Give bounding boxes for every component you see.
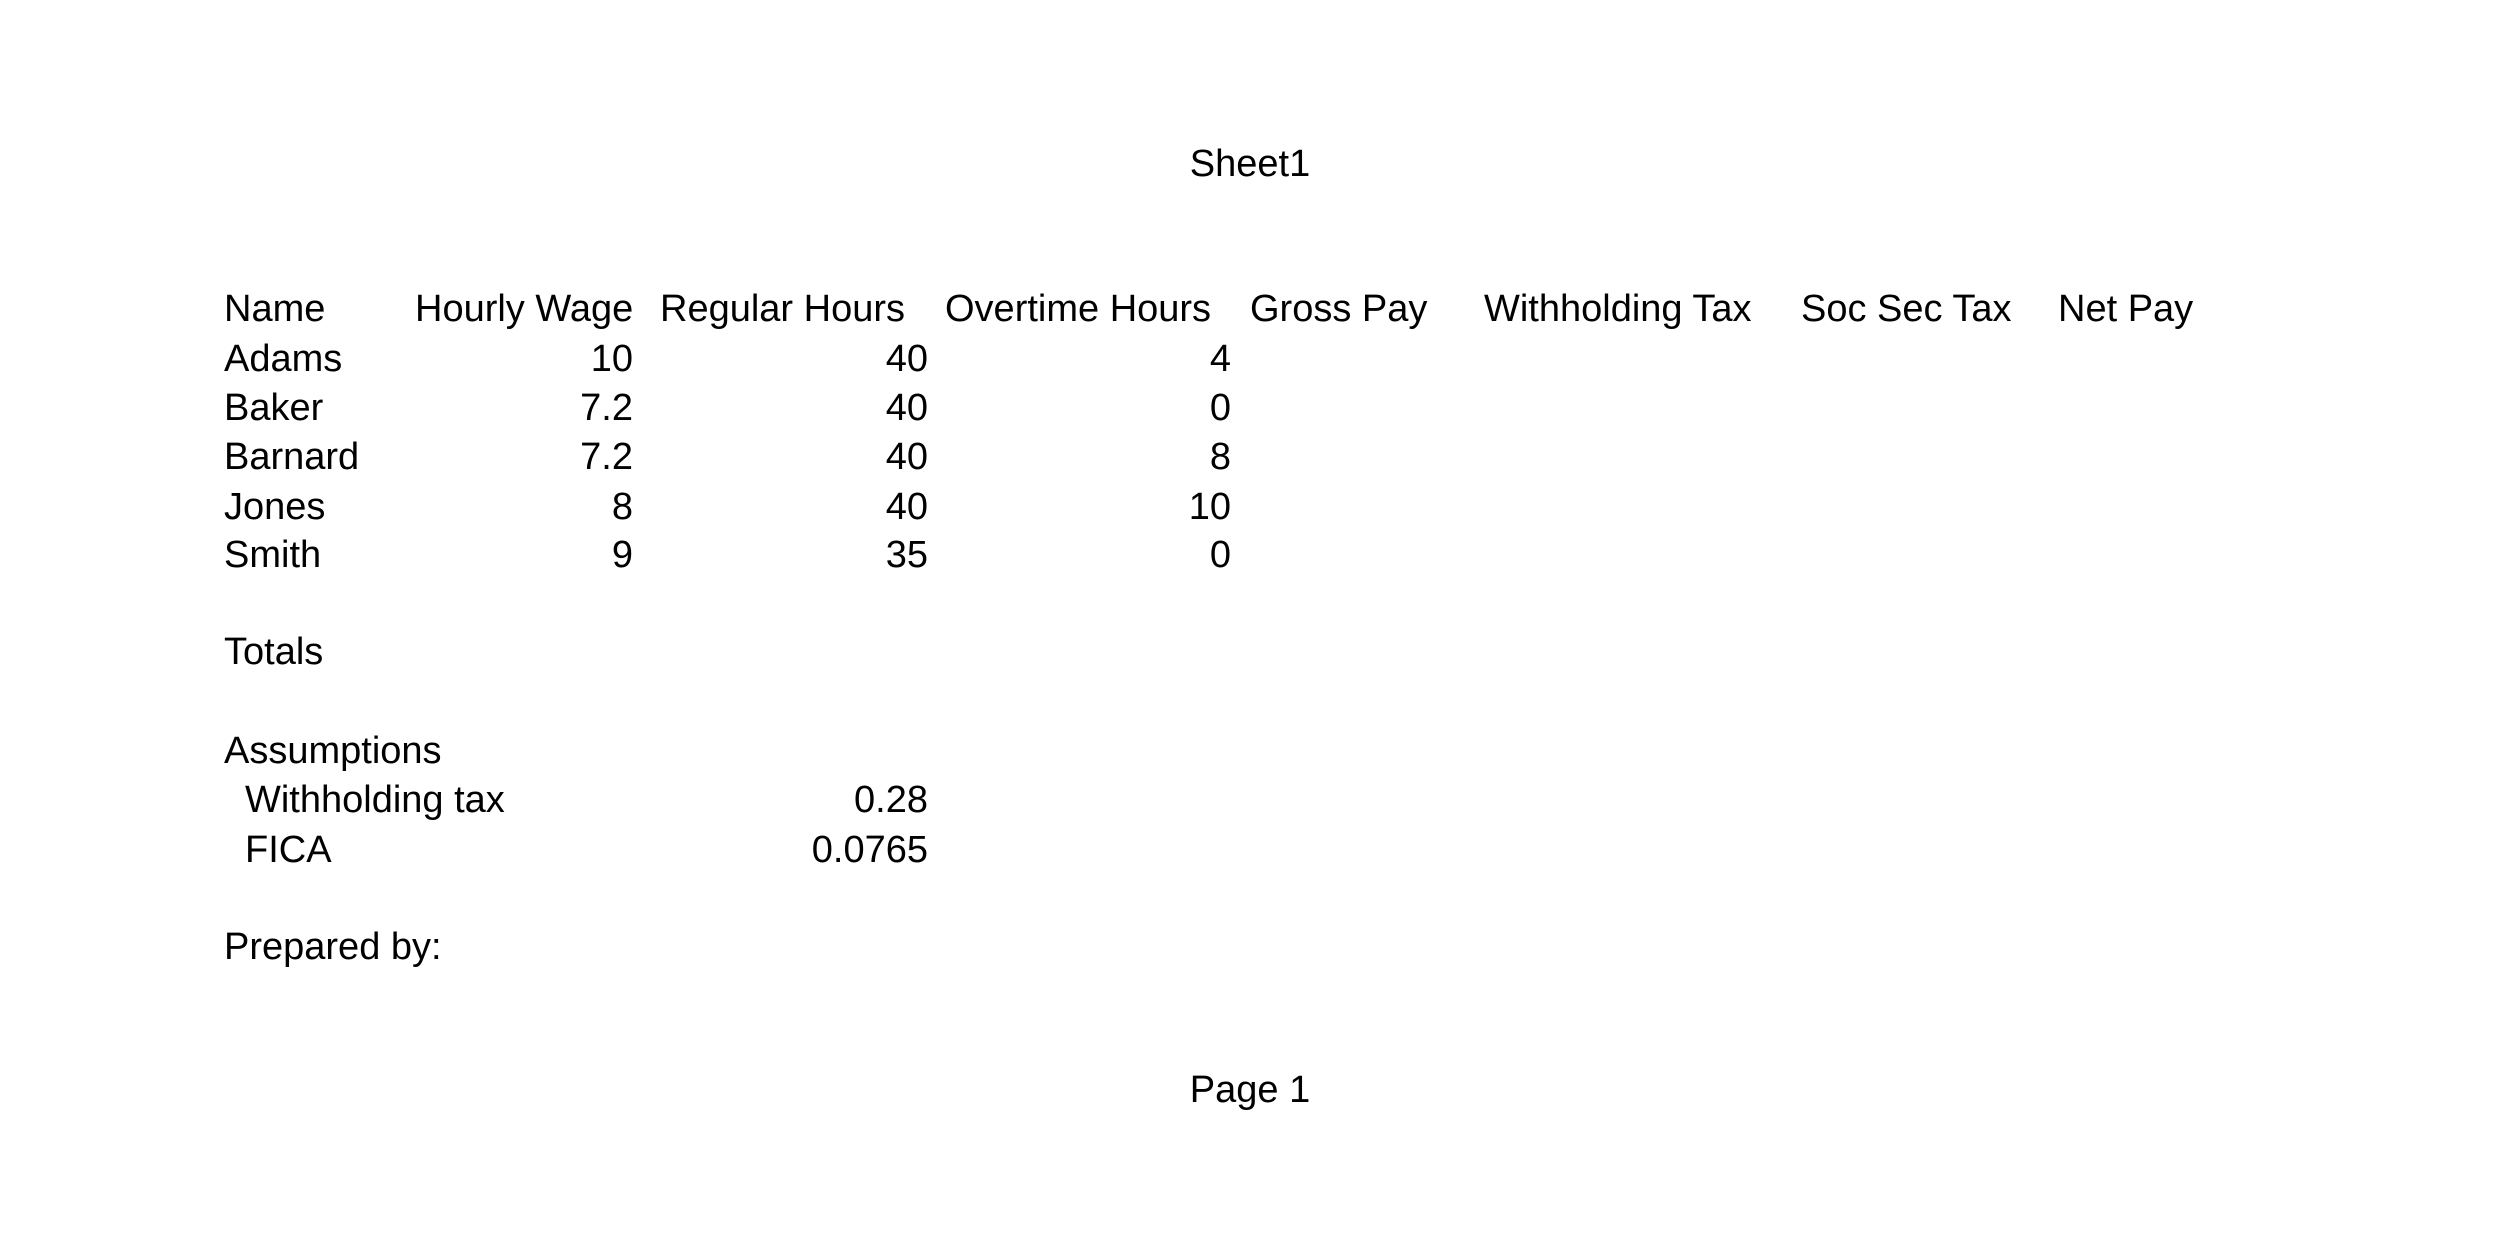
column-header-name: Name (224, 288, 326, 330)
table-row-hourly-wage: 8 (611, 486, 633, 528)
prepared-by-label: Prepared by: (224, 926, 442, 968)
table-row-overtime-hours: 0 (1209, 387, 1231, 429)
table-row-hourly-wage: 10 (590, 338, 633, 380)
table-row-overtime-hours: 0 (1209, 534, 1231, 576)
table-row-hourly-wage: 7.2 (580, 436, 633, 478)
page-footer: Page 1 (1189, 1069, 1311, 1111)
table-row-hourly-wage: 9 (611, 534, 633, 576)
column-header-soc-sec-tax: Soc Sec Tax (1801, 288, 2012, 330)
table-row-regular-hours: 35 (885, 534, 928, 576)
table-row-overtime-hours: 4 (1209, 338, 1231, 380)
table-row-hourly-wage: 7.2 (580, 387, 633, 429)
table-row-regular-hours: 40 (885, 387, 928, 429)
column-header-regular-hours: Regular Hours (660, 288, 905, 330)
table-row-regular-hours: 40 (885, 486, 928, 528)
column-header-overtime-hours: Overtime Hours (945, 288, 1212, 330)
table-row-name: Baker (224, 387, 324, 429)
column-header-gross-pay: Gross Pay (1250, 288, 1428, 330)
table-row-overtime-hours: 8 (1209, 436, 1231, 478)
assumption-fica-value: 0.0765 (811, 829, 928, 871)
assumption-fica-label: FICA (245, 829, 332, 871)
assumption-withholding-tax-label: Withholding tax (245, 779, 505, 821)
assumption-withholding-tax-value: 0.28 (854, 779, 928, 821)
table-row-name: Jones (224, 486, 326, 528)
page-header-title: Sheet1 (1189, 143, 1311, 185)
table-row-name: Adams (224, 338, 343, 380)
column-header-hourly-wage: Hourly Wage (415, 288, 634, 330)
table-row-name: Barnard (224, 436, 360, 478)
table-row-overtime-hours: 10 (1188, 486, 1231, 528)
table-row-regular-hours: 40 (885, 436, 928, 478)
column-header-withholding-tax: Withholding Tax (1484, 288, 1752, 330)
assumptions-title: Assumptions (224, 730, 442, 772)
table-row-name: Smith (224, 534, 322, 576)
column-header-net-pay: Net Pay (2058, 288, 2194, 330)
table-row-regular-hours: 40 (885, 338, 928, 380)
totals-label: Totals (224, 631, 324, 673)
